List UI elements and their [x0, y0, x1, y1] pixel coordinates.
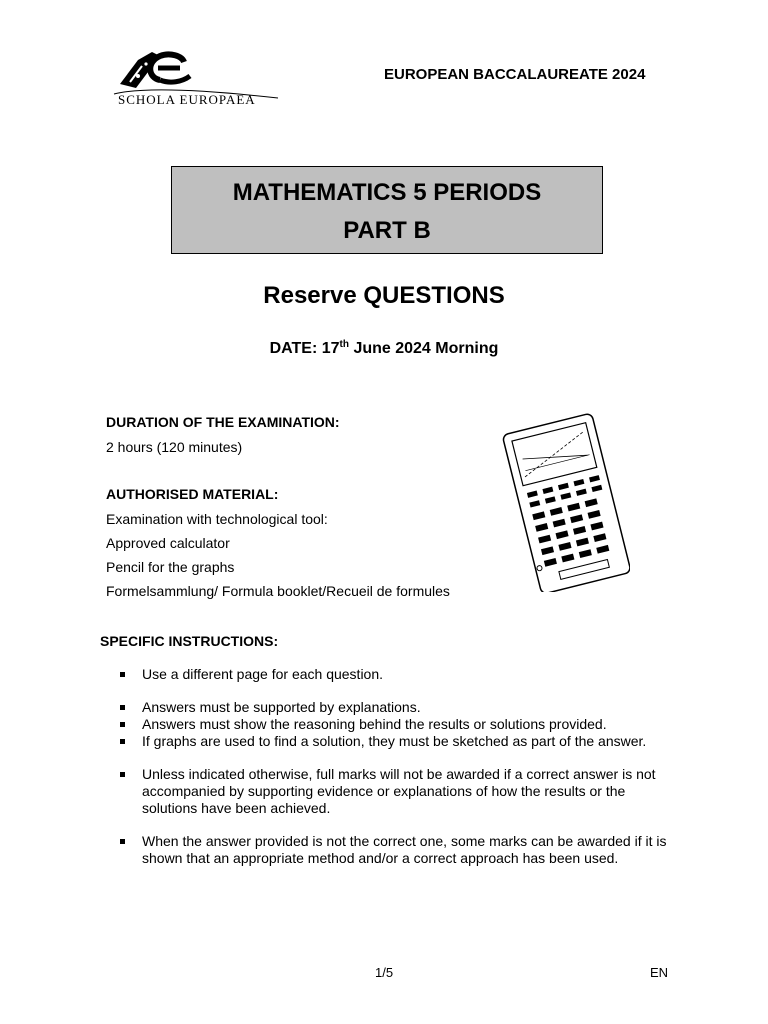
specific-instructions-heading: SPECIFIC INSTRUCTIONS: [100, 633, 279, 649]
schola-europaea-logo [108, 42, 284, 108]
authorised-material-heading: AUTHORISED MATERIAL: [106, 486, 279, 502]
instruction-item: Unless indicated otherwise, full marks will not be awarded if a correct answer is not accompanied by supporting evidence or explanations of how the results or the solutions have been achieved. [116, 766, 676, 817]
page-number: 1/5 [375, 965, 394, 980]
duration-heading: DURATION OF THE EXAMINATION: [106, 414, 340, 430]
calculator-icon [500, 410, 630, 592]
part-title: PART B [343, 217, 431, 244]
authorised-item: Pencil for the graphs [106, 559, 235, 575]
duration-value: 2 hours (120 minutes) [106, 439, 243, 455]
language-code: EN [650, 965, 669, 980]
instructions-list [116, 666, 676, 867]
authorised-item: Examination with technological tool: [106, 511, 328, 527]
instruction-item: If graphs are used to find a solution, they must be sketched as part of the answer. [116, 733, 676, 750]
subject-title: MATHEMATICS 5 PERIODS [232, 179, 542, 206]
title-box [171, 166, 603, 254]
exam-session-title: EUROPEAN BACCALAUREATE 2024 [384, 66, 646, 83]
reserve-questions-heading: Reserve QUESTIONS [263, 282, 505, 309]
instruction-item: Use a different page for each question. [116, 666, 676, 683]
svg-text:SCHOLA EUROPAEA: SCHOLA EUROPAEA [118, 92, 256, 107]
exam-date: DATE: 17th June 2024 Morning [269, 339, 499, 357]
authorised-item: Approved calculator [106, 535, 230, 551]
instruction-item: Answers must show the reasoning behind the results or solutions provided. [116, 716, 676, 733]
authorised-item: Formelsammlung/ Formula booklet/Recueil de formules [106, 583, 450, 599]
instruction-item: Answers must be supported by explanations. [116, 699, 676, 716]
instruction-item: When the answer provided is not the correct one, some marks can be awarded if it is shown that an appropriate method and/or a correct approach has been used. [116, 833, 676, 867]
